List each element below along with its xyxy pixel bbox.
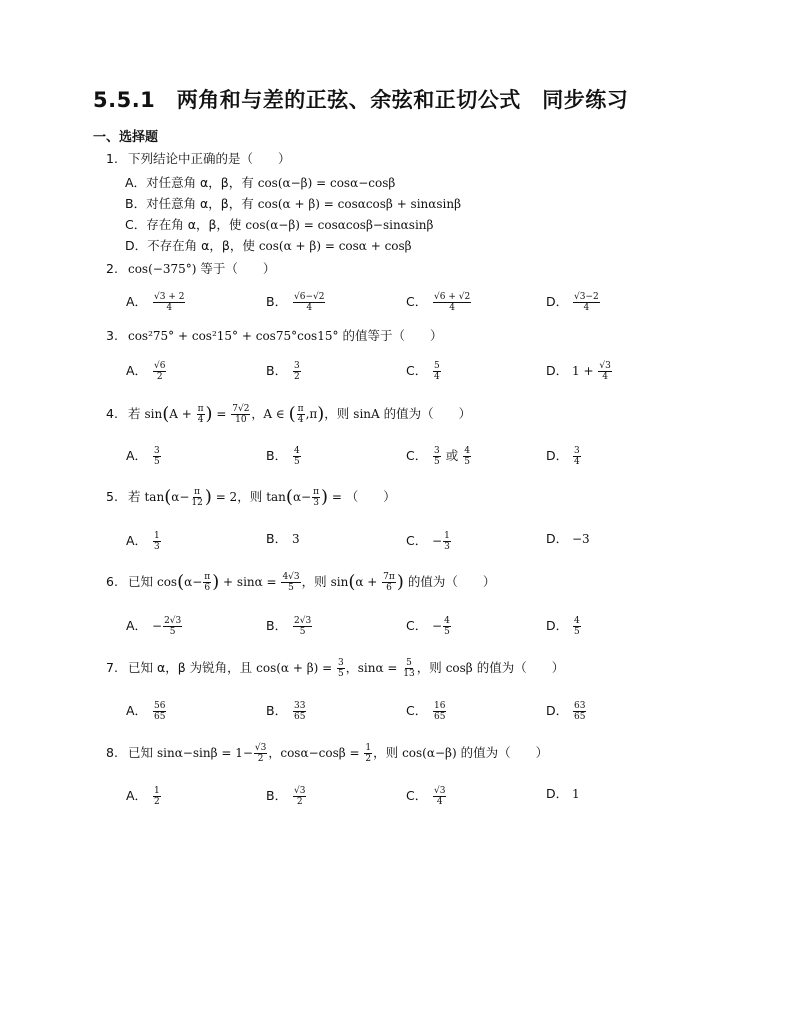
formula-part: = [328, 490, 346, 504]
option-fraction [443, 531, 451, 552]
fraction-numerator: π [197, 404, 204, 414]
question-stem: 等于（ ） [196, 261, 276, 276]
formula-part: = 2 [211, 490, 238, 504]
option-fraction [293, 616, 312, 637]
fraction-denominator: 5 [169, 627, 176, 637]
option-label: B． [266, 363, 288, 378]
option-label: C． [406, 788, 428, 803]
option-value: 1 [572, 787, 580, 801]
fraction-denominator: 4 [197, 415, 204, 425]
left-paren: ( [164, 486, 172, 508]
formula-fraction [402, 658, 415, 679]
option-label: B． [266, 788, 288, 803]
formula-part: α− [171, 490, 190, 504]
question-6 [106, 572, 495, 593]
fraction-numerator: 3 [434, 446, 440, 456]
question-number: 4. [106, 406, 118, 421]
formula-part: tan [266, 490, 286, 504]
left-paren: ( [288, 403, 296, 425]
option-fraction [293, 292, 325, 313]
fraction-numerator: √3 + 2 [154, 292, 185, 302]
fraction-numerator: 4√3 [282, 572, 300, 582]
fraction-numerator: 2√3 [294, 616, 312, 626]
option-fraction [293, 361, 301, 382]
option-label: A． [125, 175, 147, 190]
option-text: 不存在角 α，β，使 [147, 238, 259, 253]
formula-part: ，A ∈ [251, 407, 289, 421]
option-label: C． [406, 618, 428, 633]
fraction-numerator: 56 [154, 701, 166, 711]
q2-option-a [126, 292, 186, 313]
formula-fraction [297, 404, 305, 425]
fraction-numerator: √3 [254, 743, 267, 753]
fraction-denominator: 6 [386, 583, 392, 593]
fraction-denominator: 4 [434, 372, 440, 382]
option-label: D． [125, 238, 148, 253]
option-label: D． [546, 531, 569, 546]
fraction-denominator: 12 [191, 498, 203, 508]
question-number: 3. [106, 328, 118, 343]
q4-option-a [126, 446, 162, 467]
formula-fraction [231, 404, 250, 425]
question-stem: 若 [127, 489, 145, 504]
fraction-numerator: 33 [294, 701, 306, 711]
fraction-numerator: π [194, 487, 201, 497]
question-number: 7. [106, 660, 118, 675]
formula-part: α + [355, 575, 382, 589]
fraction-numerator: 1 [365, 743, 372, 753]
q8-option-a [126, 786, 162, 807]
option-fraction [153, 446, 161, 467]
option-fraction [163, 616, 182, 637]
option-fraction [433, 361, 441, 382]
question-number: 8. [106, 745, 118, 760]
option-fraction [153, 292, 185, 313]
option-label: C． [406, 703, 428, 718]
fraction-denominator: 10 [235, 415, 247, 425]
formula-part: tan [144, 490, 165, 504]
option-fraction [433, 446, 441, 467]
fraction-denominator: 2 [156, 372, 163, 382]
fraction-denominator: 65 [574, 712, 586, 722]
option-fraction [573, 616, 581, 637]
option-fraction [463, 446, 471, 467]
fraction-denominator: 4 [297, 415, 304, 425]
formula-fraction [364, 743, 372, 764]
fraction-denominator: 65 [294, 712, 306, 722]
fraction-numerator: 16 [434, 701, 446, 711]
fraction-numerator: 3 [294, 361, 300, 371]
fraction-denominator: 5 [299, 627, 306, 637]
formula-part: sinα−sinβ = 1− [156, 746, 253, 760]
option-prefix: 1 + [572, 364, 598, 378]
fraction-denominator: 4 [166, 303, 173, 313]
option-label: C． [406, 448, 428, 463]
q2-option-b [266, 292, 326, 313]
q5-option-d [546, 531, 590, 547]
fraction-denominator: 65 [154, 712, 166, 722]
formula-part: cos(α−β) [402, 746, 457, 760]
question-stem: ，则 [416, 660, 446, 675]
formula-part: cos(α + β) = [256, 661, 336, 675]
option-label: B． [266, 531, 288, 546]
q2-option-d [546, 292, 601, 313]
option-label: A． [126, 703, 148, 718]
fraction-numerator: 7√2 [232, 404, 250, 414]
question-number: 2. [106, 261, 118, 276]
option-label: B． [266, 294, 288, 309]
left-paren: ( [348, 571, 356, 593]
formula-fraction [254, 743, 267, 764]
formula-part: α− [184, 575, 203, 589]
fraction-numerator: 3 [574, 446, 580, 456]
fraction-denominator: 3 [154, 542, 160, 552]
question-stem: 的值等于（ ） [338, 328, 443, 343]
option-text: 存在角 α，β，使 [146, 217, 246, 232]
question-stem: （ ） [345, 489, 396, 504]
fraction-numerator: 2√3 [164, 616, 182, 626]
fraction-denominator: 2 [154, 797, 160, 807]
q7-option-b [266, 701, 307, 722]
q1-option-a [125, 175, 395, 191]
right-paren: ) [317, 403, 325, 425]
option-fraction [293, 446, 301, 467]
option-label: A． [126, 363, 148, 378]
option-text: 对任意角 α，β，有 [146, 175, 258, 190]
fraction-numerator: π [313, 487, 320, 497]
fraction-numerator: √3 [294, 786, 306, 796]
right-paren: ) [212, 571, 220, 593]
fraction-denominator: 2 [294, 372, 300, 382]
formula-fraction [203, 572, 211, 593]
fraction-numerator: π [297, 404, 304, 414]
option-label: D． [546, 448, 569, 463]
q3-option-a [126, 361, 167, 382]
question-3 [106, 328, 442, 344]
fraction-numerator: 5 [434, 361, 440, 371]
fraction-denominator: 4 [602, 372, 608, 382]
question-stem: 的值为（ ） [472, 660, 565, 675]
option-label: C． [406, 363, 428, 378]
q6-option-d [546, 616, 582, 637]
right-paren: ) [204, 486, 212, 508]
fraction-denominator: 5 [434, 457, 440, 467]
option-fraction [598, 361, 611, 382]
fraction-denominator: 5 [288, 583, 294, 593]
option-prefix: − [152, 619, 163, 633]
q8-option-b [266, 786, 307, 807]
option-label: B． [266, 618, 288, 633]
formula-fraction [312, 487, 320, 508]
fraction-numerator: 1 [154, 531, 160, 541]
fraction-denominator: 5 [154, 457, 160, 467]
formula-fraction [197, 404, 205, 425]
option-formula: cos(α + β) = cosα + cosβ [258, 239, 412, 253]
option-fraction [573, 446, 581, 467]
fraction-denominator: 2 [257, 754, 264, 764]
q8-option-d [546, 786, 580, 802]
fraction-numerator: 4 [574, 616, 580, 626]
q5-option-c [406, 531, 452, 552]
question-stem: ，则 [324, 406, 354, 421]
fraction-numerator: 4 [444, 616, 450, 626]
option-label: A． [126, 294, 148, 309]
option-label: C． [125, 217, 147, 232]
q2-option-c [406, 292, 472, 313]
q6-option-b [266, 616, 313, 637]
question-1 [106, 151, 291, 167]
fraction-denominator: 4 [449, 303, 455, 313]
option-label: A． [126, 448, 148, 463]
option-label: B． [266, 448, 288, 463]
q4-option-d [546, 446, 582, 467]
option-fraction [573, 292, 600, 313]
formula-part: + sinα = [219, 575, 281, 589]
fraction-denominator: 65 [434, 712, 446, 722]
q5-option-b [266, 531, 300, 547]
right-paren: ) [396, 571, 404, 593]
question-stem: 的值为（ ） [456, 745, 549, 760]
option-fraction [433, 701, 446, 722]
fraction-denominator: 3 [444, 542, 450, 552]
fraction-denominator: 4 [306, 303, 313, 313]
q3-option-c [406, 361, 442, 382]
q8-option-c [406, 786, 447, 807]
right-paren: ) [321, 486, 329, 508]
formula-part: cosβ [445, 661, 473, 675]
fraction-denominator: 5 [444, 627, 450, 637]
formula-part: ，cosα−cosβ = [268, 746, 364, 760]
formula-part: sinA [353, 407, 380, 421]
q4-option-b [266, 446, 302, 467]
fraction-denominator: 5 [338, 669, 344, 679]
left-paren: ( [162, 403, 170, 425]
question-number: 6. [106, 574, 118, 589]
question-formula: cos²75° + cos²15° + cos75°cos15° [127, 329, 339, 343]
option-label: D． [546, 703, 569, 718]
option-prefix: − [432, 534, 443, 548]
question-4 [106, 404, 471, 425]
question-number: 1. [106, 151, 118, 166]
fraction-denominator: 4 [436, 797, 443, 807]
q6-option-c [406, 616, 452, 637]
fraction-denominator: 5 [464, 457, 470, 467]
q7-option-a [126, 701, 167, 722]
left-paren: ( [285, 486, 293, 508]
page-title: 5.5.1 两角和与差的正弦、余弦和正切公式 同步练习 [93, 88, 629, 112]
question-stem: 已知 [127, 745, 157, 760]
question-stem: 的值为（ ） [379, 406, 472, 421]
formula-fraction [382, 572, 396, 593]
formula-fraction [337, 658, 345, 679]
option-prefix: − [432, 619, 443, 633]
formula-part: ，sinα = [345, 661, 402, 675]
option-label: A． [126, 618, 148, 633]
fraction-numerator: √6−√2 [294, 292, 325, 302]
option-label: B． [125, 196, 147, 211]
question-8 [106, 743, 548, 764]
question-formula: cos(−375°) [127, 262, 197, 276]
section-heading: 一、选择题 [93, 130, 159, 145]
fraction-numerator: √6 + √2 [434, 292, 471, 302]
option-label: A． [126, 788, 148, 803]
fraction-numerator: √6 [154, 361, 166, 371]
fraction-numerator: 4 [294, 446, 300, 456]
fraction-denominator: 2 [296, 797, 303, 807]
fraction-denominator: 4 [574, 457, 580, 467]
question-stem: 的值为（ ） [403, 574, 496, 589]
fraction-numerator: 4 [464, 446, 470, 456]
fraction-denominator: 4 [583, 303, 590, 313]
q7-option-d [546, 701, 587, 722]
option-formula: cos(α−β) = cosα−cosβ [257, 176, 396, 190]
formula-part: sin [330, 575, 349, 589]
formula-part: ,π [305, 407, 318, 421]
formula-fraction [190, 487, 203, 508]
option-label: A． [126, 533, 148, 548]
q7-option-c [406, 701, 447, 722]
q4-option-c [406, 446, 472, 467]
option-fraction [443, 616, 451, 637]
q5-option-a [126, 531, 162, 552]
fraction-numerator: 1 [154, 786, 160, 796]
fraction-denominator: 2 [365, 754, 372, 764]
left-paren: ( [177, 571, 185, 593]
question-stem: ，则 [301, 574, 331, 589]
option-label: D． [546, 786, 569, 801]
fraction-numerator: 63 [574, 701, 586, 711]
formula-part: cos [156, 575, 178, 589]
option-fraction [153, 361, 166, 382]
option-fraction [433, 786, 446, 807]
option-label: D． [546, 618, 569, 633]
fraction-numerator: √3 [434, 786, 446, 796]
question-2 [106, 261, 275, 277]
fraction-numerator: 3 [338, 658, 344, 668]
q1-option-b [125, 196, 461, 212]
question-stem: 下列结论中正确的是（ ） [127, 151, 291, 166]
fraction-numerator: π [204, 572, 211, 582]
q6-option-a [126, 616, 183, 637]
option-formula: cos(α−β) = cosαcosβ−sinαsinβ [245, 218, 434, 232]
question-stem: ，则 [237, 489, 267, 504]
option-label: D． [546, 363, 569, 378]
option-fraction [153, 701, 166, 722]
option-formula: cos(α + β) = cosαcosβ + sinαsinβ [257, 197, 462, 211]
option-label: B． [266, 703, 288, 718]
fraction-numerator: √3 [599, 361, 611, 371]
option-fraction [153, 531, 161, 552]
fraction-numerator: 5 [406, 658, 412, 668]
fraction-denominator: 6 [204, 583, 211, 593]
q1-option-d [125, 238, 412, 254]
formula-fraction [281, 572, 300, 593]
option-fraction [573, 701, 586, 722]
fraction-denominator: 5 [294, 457, 300, 467]
question-stem: 已知 α，β 为锐角，且 [127, 660, 257, 675]
question-5 [106, 487, 396, 508]
fraction-denominator: 3 [313, 498, 319, 508]
option-value: 3 [292, 532, 300, 546]
formula-part: sin [144, 407, 163, 421]
option-fraction [293, 701, 306, 722]
question-7 [106, 658, 564, 679]
fraction-numerator: 1 [444, 531, 450, 541]
question-stem: ，则 [373, 745, 403, 760]
question-stem: 已知 [127, 574, 157, 589]
formula-part: A + [169, 407, 196, 421]
question-number: 5. [106, 489, 118, 504]
formula-part: α− [292, 490, 312, 504]
option-text: 或 [441, 448, 463, 463]
option-label: C． [406, 533, 428, 548]
right-paren: ) [205, 403, 213, 425]
option-label: C． [406, 294, 428, 309]
fraction-denominator: 13 [403, 669, 415, 679]
q1-option-c [125, 217, 433, 233]
option-fraction [293, 786, 306, 807]
option-text: 对任意角 α，β，有 [146, 196, 258, 211]
fraction-numerator: 3 [154, 446, 160, 456]
formula-part: = [212, 407, 231, 421]
q3-option-b [266, 361, 302, 382]
fraction-denominator: 5 [574, 627, 580, 637]
fraction-numerator: 7π [383, 572, 395, 582]
option-fraction [433, 292, 471, 313]
q3-option-d [546, 361, 613, 382]
question-stem: 若 [127, 406, 145, 421]
option-fraction [153, 786, 161, 807]
option-value: −3 [572, 532, 590, 546]
fraction-numerator: √3−2 [574, 292, 599, 302]
option-label: D． [546, 294, 569, 309]
